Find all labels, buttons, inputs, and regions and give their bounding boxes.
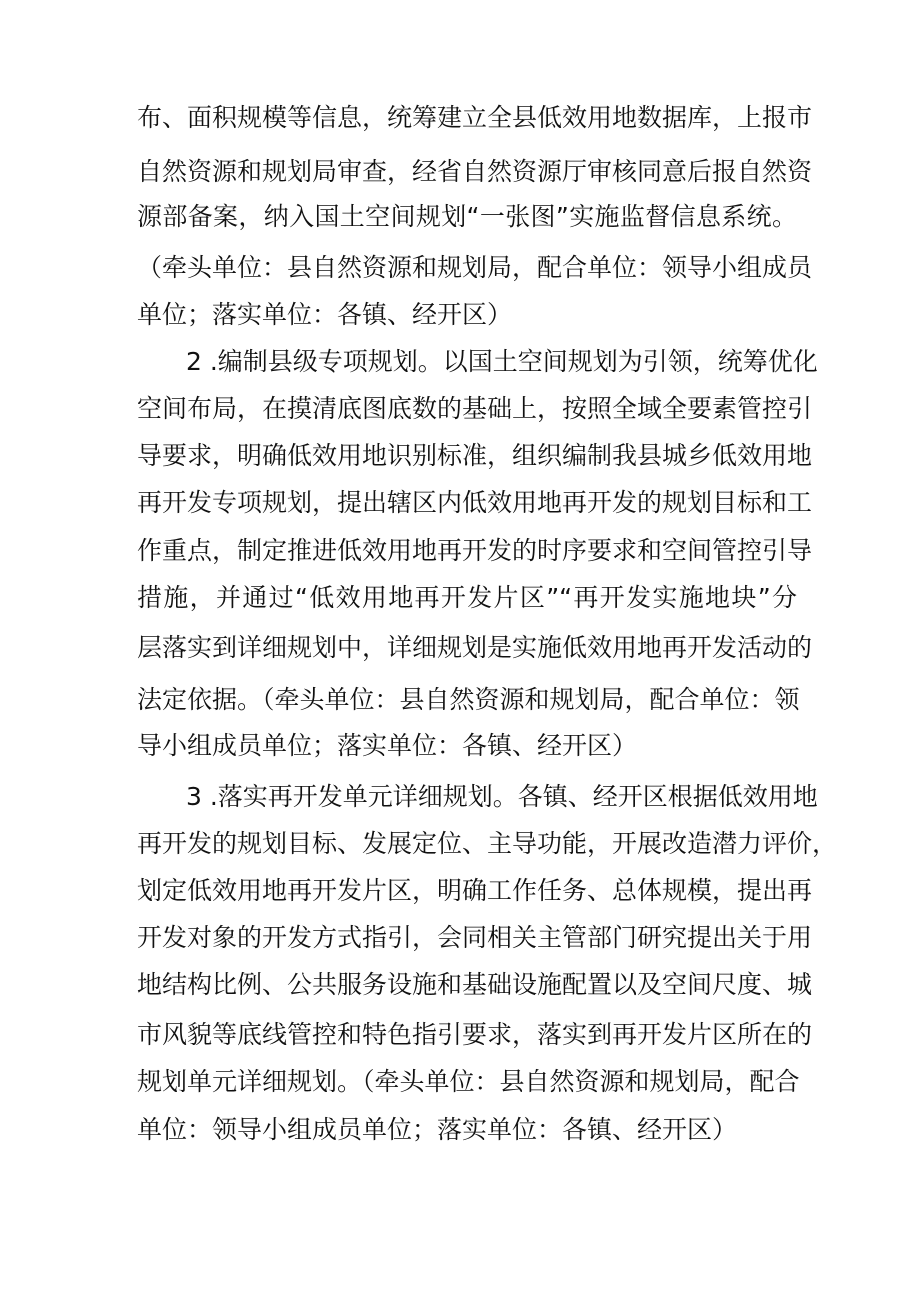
paragraph-line: 划定低效用地再开发片区，明确工作任务、总体规模，提出再 (137, 876, 813, 905)
paragraph-line: 源部备案，纳入国土空间规划“一张图”实施监督信息系统。 (137, 202, 797, 231)
paragraph-line: 地结构比例、公共服务设施和基础设施配置以及空间尺度、城 (137, 970, 813, 999)
paragraph-line: 市风貌等底线管控和特色指引要求，落实到再开发片区所在的 (137, 1020, 813, 1049)
section-heading-line: 3 .落实再开发单元详细规划。各镇、经开区根据低效用地 (186, 782, 818, 811)
paragraph-line: 法定依据。（牵头单位：县自然资源和规划局，配合单位：领 (137, 685, 800, 714)
paragraph-line: 空间布局，在摸清底图底数的基础上，按照全域全要素管控引 (137, 394, 813, 423)
paragraph-line: 开发对象的开发方式指引，会同相关主管部门研究提出关于用 (137, 923, 813, 952)
paragraph-line: 再开发专项规划，提出辖区内低效用地再开发的规划目标和工 (137, 488, 813, 517)
paragraph-line: 措施，并通过“低效用地再开发片区”“再开发实施地块”分 (137, 583, 797, 612)
paragraph-line: 再开发的规划目标、发展定位、主导功能，开展改造潜力评价， (137, 829, 838, 858)
paragraph-line: 布、面积规模等信息，统筹建立全县低效用地数据库，上报市 (137, 103, 813, 132)
paragraph-line: 作重点，制定推进低效用地再开发的时序要求和空间管控引导 (137, 536, 813, 565)
paragraph-line: 导小组成员单位；落实单位：各镇、经开区） (137, 731, 638, 760)
paragraph-line: （牵头单位：县自然资源和规划局，配合单位：领导小组成员 (137, 253, 813, 282)
paragraph-line: 单位：领导小组成员单位；落实单位：各镇、经开区） (137, 1115, 738, 1144)
paragraph-line: 单位；落实单位：各镇、经开区） (137, 300, 513, 329)
paragraph-line: 自然资源和规划局审查，经省自然资源厅审核同意后报自然资 (137, 157, 813, 186)
paragraph-line: 层落实到详细规划中，详细规划是实施低效用地再开发活动的 (137, 633, 813, 662)
paragraph-line: 规划单元详细规划。（牵头单位：县自然资源和规划局，配合 (137, 1067, 800, 1096)
paragraph-line: 导要求，明确低效用地识别标准，组织编制我县城乡低效用地 (137, 441, 813, 470)
section-heading-line: 2 .编制县级专项规划。以国土空间规划为引领，统筹优化 (186, 347, 818, 376)
